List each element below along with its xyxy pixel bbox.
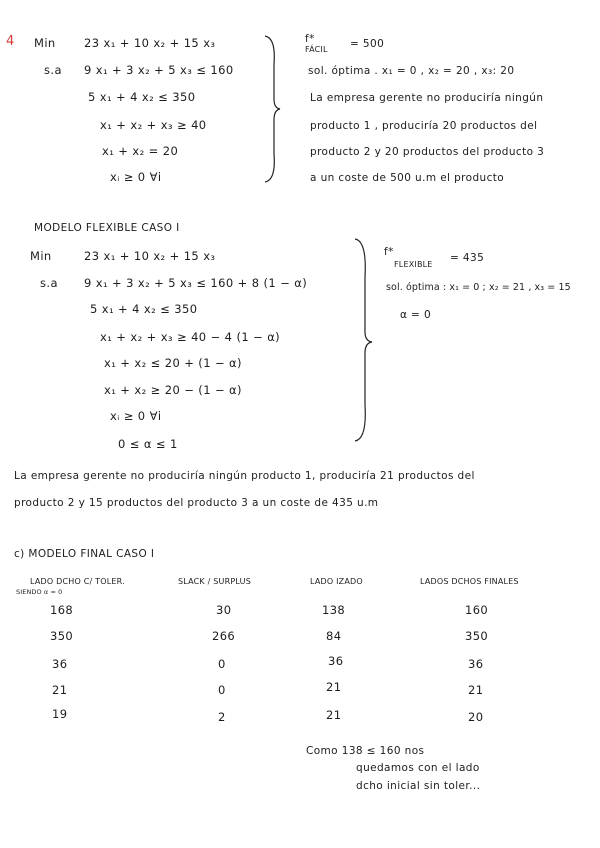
m1-constraint-1: 9 x₁ + 3 x₂ + 5 x₃ ≤ 160 [84, 63, 234, 77]
table-cell: 21 [468, 683, 484, 697]
m2-constraint-1: 9 x₁ + 3 x₂ + 5 x₃ ≤ 160 + 8 (1 − α) [84, 276, 308, 290]
m3-title: c) MODELO FINAL CASO I [14, 548, 155, 560]
table-cell: 138 [322, 603, 346, 617]
m2-solution: sol. óptima : x₁ = 0 ; x₂ = 21 , x₃ = 15 [386, 282, 571, 293]
m3-note-2: quedamos con el lado [356, 762, 480, 774]
m2-fstar-label: f* [384, 246, 394, 258]
m3-note-1: Como 138 ≤ 160 nos [306, 745, 425, 757]
table-cell: 21 [52, 683, 68, 697]
table-cell: 36 [328, 654, 344, 668]
table-cell: 20 [468, 710, 484, 724]
m2-brace [352, 237, 374, 443]
m1-fstar-label: f* [305, 33, 315, 45]
m2-conclusion-2: producto 2 y 15 productos del producto 3 a un coste de 435 u.m [14, 497, 379, 509]
table-header-2: SLACK / SURPLUS [178, 577, 251, 586]
table-cell: 350 [465, 629, 489, 643]
m2-conclusion-1: La empresa gerente no produciría ningún producto 1, produciría 21 productos del [14, 470, 475, 482]
table-header-3: LADO IZADO [310, 577, 363, 586]
m2-constraint-6: xᵢ ≥ 0 ∀i [110, 409, 162, 423]
m2-constraint-2: 5 x₁ + 4 x₂ ≤ 350 [90, 302, 198, 316]
m2-sa-label: s.a [40, 276, 58, 290]
table-cell: 21 [326, 680, 342, 694]
m2-constraint-4: x₁ + x₂ ≤ 20 + (1 − α) [104, 356, 242, 370]
m1-fstar-sub: FÁCIL [305, 45, 328, 54]
m2-constraint-3: x₁ + x₂ + x₃ ≥ 40 − 4 (1 − α) [100, 330, 281, 344]
m1-brace [262, 34, 282, 184]
m2-objective: 23 x₁ + 10 x₂ + 15 x₃ [84, 249, 216, 263]
table-cell: 36 [468, 657, 484, 671]
table-cell: 2 [218, 710, 226, 724]
m2-fstar-value: = 435 [450, 252, 485, 264]
table-cell: 168 [50, 603, 74, 617]
m2-fstar-sub: FLEXIBLE [394, 260, 433, 269]
table-cell: 266 [212, 629, 236, 643]
m1-solution: sol. óptima . x₁ = 0 , x₂ = 20 , x₃: 20 [308, 65, 515, 77]
table-cell: 160 [465, 603, 489, 617]
m1-constraint-3: x₁ + x₂ + x₃ ≥ 40 [100, 118, 207, 132]
m3-note-3: dcho inicial sin toler... [356, 780, 481, 792]
m1-min-label: Min [34, 36, 56, 50]
m2-alpha: α = 0 [400, 309, 432, 321]
table-cell: 350 [50, 629, 74, 643]
table-cell: 0 [218, 657, 226, 671]
m1-constraint-4: x₁ + x₂ = 20 [102, 144, 179, 158]
m1-text-line-4: a un coste de 500 u.m el producto [310, 172, 505, 184]
m1-constraint-5: xᵢ ≥ 0 ∀i [110, 170, 162, 184]
table-cell: 21 [326, 708, 342, 722]
m2-min-label: Min [30, 249, 52, 263]
m1-objective: 23 x₁ + 10 x₂ + 15 x₃ [84, 36, 216, 50]
table-header-4: LADOS DCHOS FINALES [420, 577, 519, 586]
table-header-1: LADO DCHO C/ TOLER. [30, 577, 125, 586]
m1-text-line-2: producto 1 , produciría 20 productos del [310, 120, 538, 132]
table-cell: 19 [52, 707, 68, 721]
problem-number: 4 [6, 34, 15, 49]
m1-sa-label: s.a [44, 63, 62, 77]
table-cell: 36 [52, 657, 68, 671]
table-header-sub: SIENDO α = 0 [16, 588, 63, 596]
m2-constraint-7: 0 ≤ α ≤ 1 [118, 437, 178, 451]
table-cell: 0 [218, 683, 226, 697]
m2-constraint-5: x₁ + x₂ ≥ 20 − (1 − α) [104, 383, 242, 397]
m1-text-line-1: La empresa gerente no produciría ningún [310, 92, 544, 104]
m1-text-line-3: producto 2 y 20 productos del producto 3 [310, 146, 545, 158]
m1-constraint-2: 5 x₁ + 4 x₂ ≤ 350 [88, 90, 196, 104]
m1-fstar-value: = 500 [350, 38, 385, 50]
m2-title: MODELO FLEXIBLE CASO I [34, 222, 180, 234]
table-cell: 84 [326, 629, 342, 643]
table-cell: 30 [216, 603, 232, 617]
